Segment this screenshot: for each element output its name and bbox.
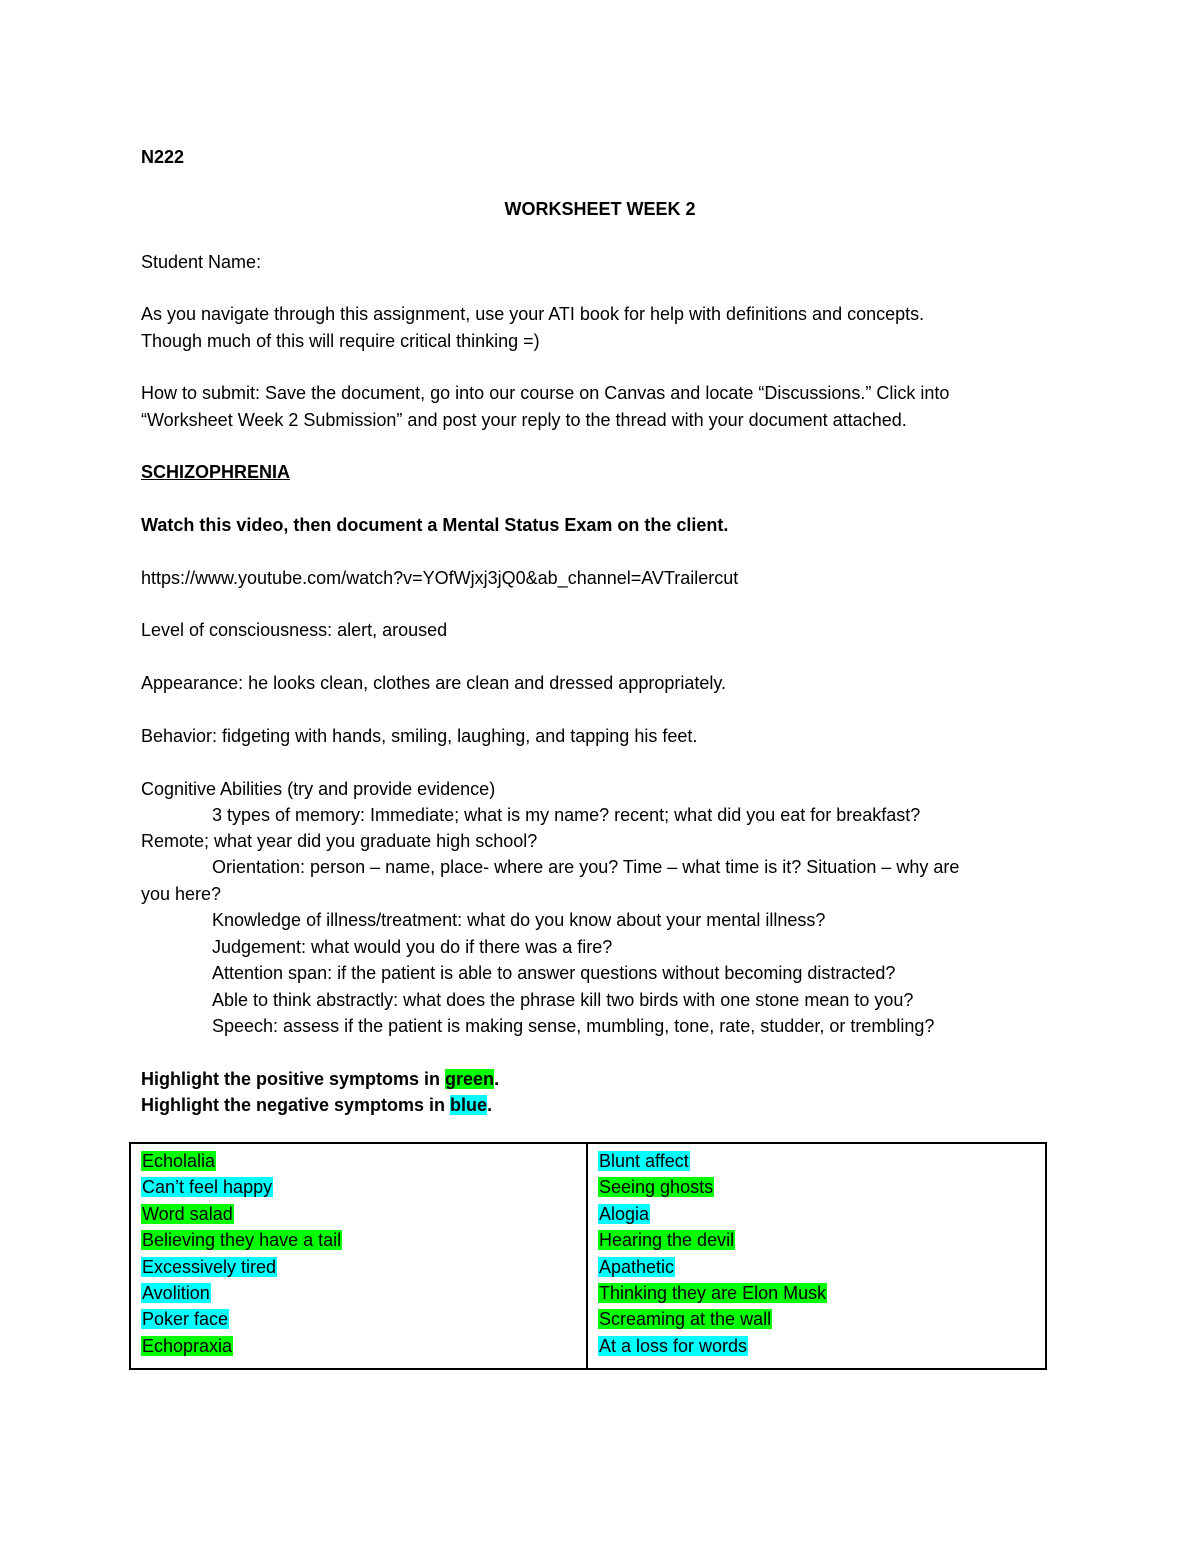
symptom-text: Echopraxia xyxy=(142,1335,233,1356)
symptom-item xyxy=(598,1148,1035,1174)
symptom-text: Avolition xyxy=(142,1282,210,1303)
video-url-link[interactable]: https://www.youtube.com/watch?v=YOfWjxj3jQ0&ab_channel=AVTrailercut xyxy=(141,568,739,588)
symptom-item xyxy=(141,1280,576,1306)
symptom-text: Screaming at the wall xyxy=(599,1309,772,1330)
symptom-item xyxy=(598,1254,1035,1280)
knowledge-of-illness: Knowledge of illness/treatment: what do you know about your mental illness? xyxy=(212,910,826,930)
positive-highlight-instruction xyxy=(141,1067,499,1091)
symptoms-left-column xyxy=(131,1144,588,1368)
symptom-item xyxy=(598,1174,1035,1200)
symptom-text: Blunt affect xyxy=(599,1151,689,1171)
symptom-item xyxy=(141,1333,576,1359)
memory-line-2: Remote; what year did you graduate high school? xyxy=(141,831,538,851)
symptom-text: Echolalia xyxy=(142,1151,216,1171)
positive-prefix: Highlight the positive symptoms in xyxy=(141,1069,446,1089)
symptom-item xyxy=(598,1333,1035,1359)
symptom-item xyxy=(141,1254,576,1280)
negative-color-word: blue xyxy=(450,1095,488,1115)
page-title: WORKSHEET WEEK 2 xyxy=(504,199,696,219)
negative-highlight-instruction xyxy=(141,1093,492,1117)
symptom-text: Word salad xyxy=(142,1203,233,1224)
symptom-item xyxy=(598,1201,1035,1227)
speech: Speech: assess if the patient is making sense, mumbling, tone, rate, studder, or trembling? xyxy=(212,1016,935,1036)
appearance: Appearance: he looks clean, clothes are clean and dressed appropriately. xyxy=(141,673,727,693)
positive-color-word: green xyxy=(445,1069,495,1089)
memory-line-1: 3 types of memory: Immediate; what is my name? recent; what did you eat for breakfast? xyxy=(212,805,921,825)
symptom-text: Apathetic xyxy=(599,1256,675,1277)
symptom-text: Believing they have a tail xyxy=(142,1230,342,1251)
student-name-label: Student Name: xyxy=(141,252,262,272)
submit-line-1: How to submit: Save the document, go into our course on Canvas and locate “Discussions.” Click into xyxy=(141,383,950,403)
cognitive-heading: Cognitive Abilities (try and provide evidence) xyxy=(141,779,496,799)
symptom-item xyxy=(141,1306,576,1332)
positive-period: . xyxy=(494,1069,500,1089)
orientation-line-1: Orientation: person – name, place- where are you? Time – what time is it? Situation – why are xyxy=(212,857,960,877)
intro-line-2: Though much of this will require critical thinking =) xyxy=(141,331,540,351)
attention-span: Attention span: if the patient is able to answer questions without becoming distracted? xyxy=(212,963,896,983)
symptom-text: Hearing the devil xyxy=(599,1230,735,1251)
symptom-item xyxy=(141,1201,576,1227)
abstract-thinking: Able to think abstractly: what does the phrase kill two birds with one stone mean to you? xyxy=(212,990,914,1010)
level-of-consciousness: Level of consciousness: alert, aroused xyxy=(141,620,448,640)
symptoms-table xyxy=(129,1142,1047,1370)
symptom-item xyxy=(598,1227,1035,1253)
orientation-line-2: you here? xyxy=(141,884,222,904)
intro-line-1: As you navigate through this assignment, use your ATI book for help with definitions and concepts. xyxy=(141,304,925,324)
symptom-text: Excessively tired xyxy=(142,1256,277,1277)
section-heading: SCHIZOPHRENIA xyxy=(141,462,291,482)
symptom-text: Seeing ghosts xyxy=(599,1177,714,1198)
behavior: Behavior: fidgeting with hands, smiling, laughing, and tapping his feet. xyxy=(141,726,698,746)
symptom-item xyxy=(141,1174,576,1200)
judgement: Judgement: what would you do if there was a fire? xyxy=(212,937,613,957)
video-instruction: Watch this video, then document a Mental Status Exam on the client. xyxy=(141,515,729,535)
symptom-text: Alogia xyxy=(599,1203,650,1224)
symptom-item xyxy=(141,1227,576,1253)
negative-period: . xyxy=(487,1095,493,1115)
symptom-text: Poker face xyxy=(142,1309,229,1330)
symptom-item xyxy=(598,1280,1035,1306)
submit-line-2: “Worksheet Week 2 Submission” and post your reply to the thread with your document attached. xyxy=(141,410,907,430)
symptom-text: Can’t feel happy xyxy=(142,1177,273,1198)
symptom-item xyxy=(598,1306,1035,1332)
negative-prefix: Highlight the negative symptoms in xyxy=(141,1095,451,1115)
course-code: N222 xyxy=(141,147,185,167)
symptom-text: Thinking they are Elon Musk xyxy=(599,1282,827,1303)
symptom-text: At a loss for words xyxy=(599,1335,748,1356)
symptoms-right-column xyxy=(588,1144,1045,1368)
symptom-item xyxy=(141,1148,576,1174)
